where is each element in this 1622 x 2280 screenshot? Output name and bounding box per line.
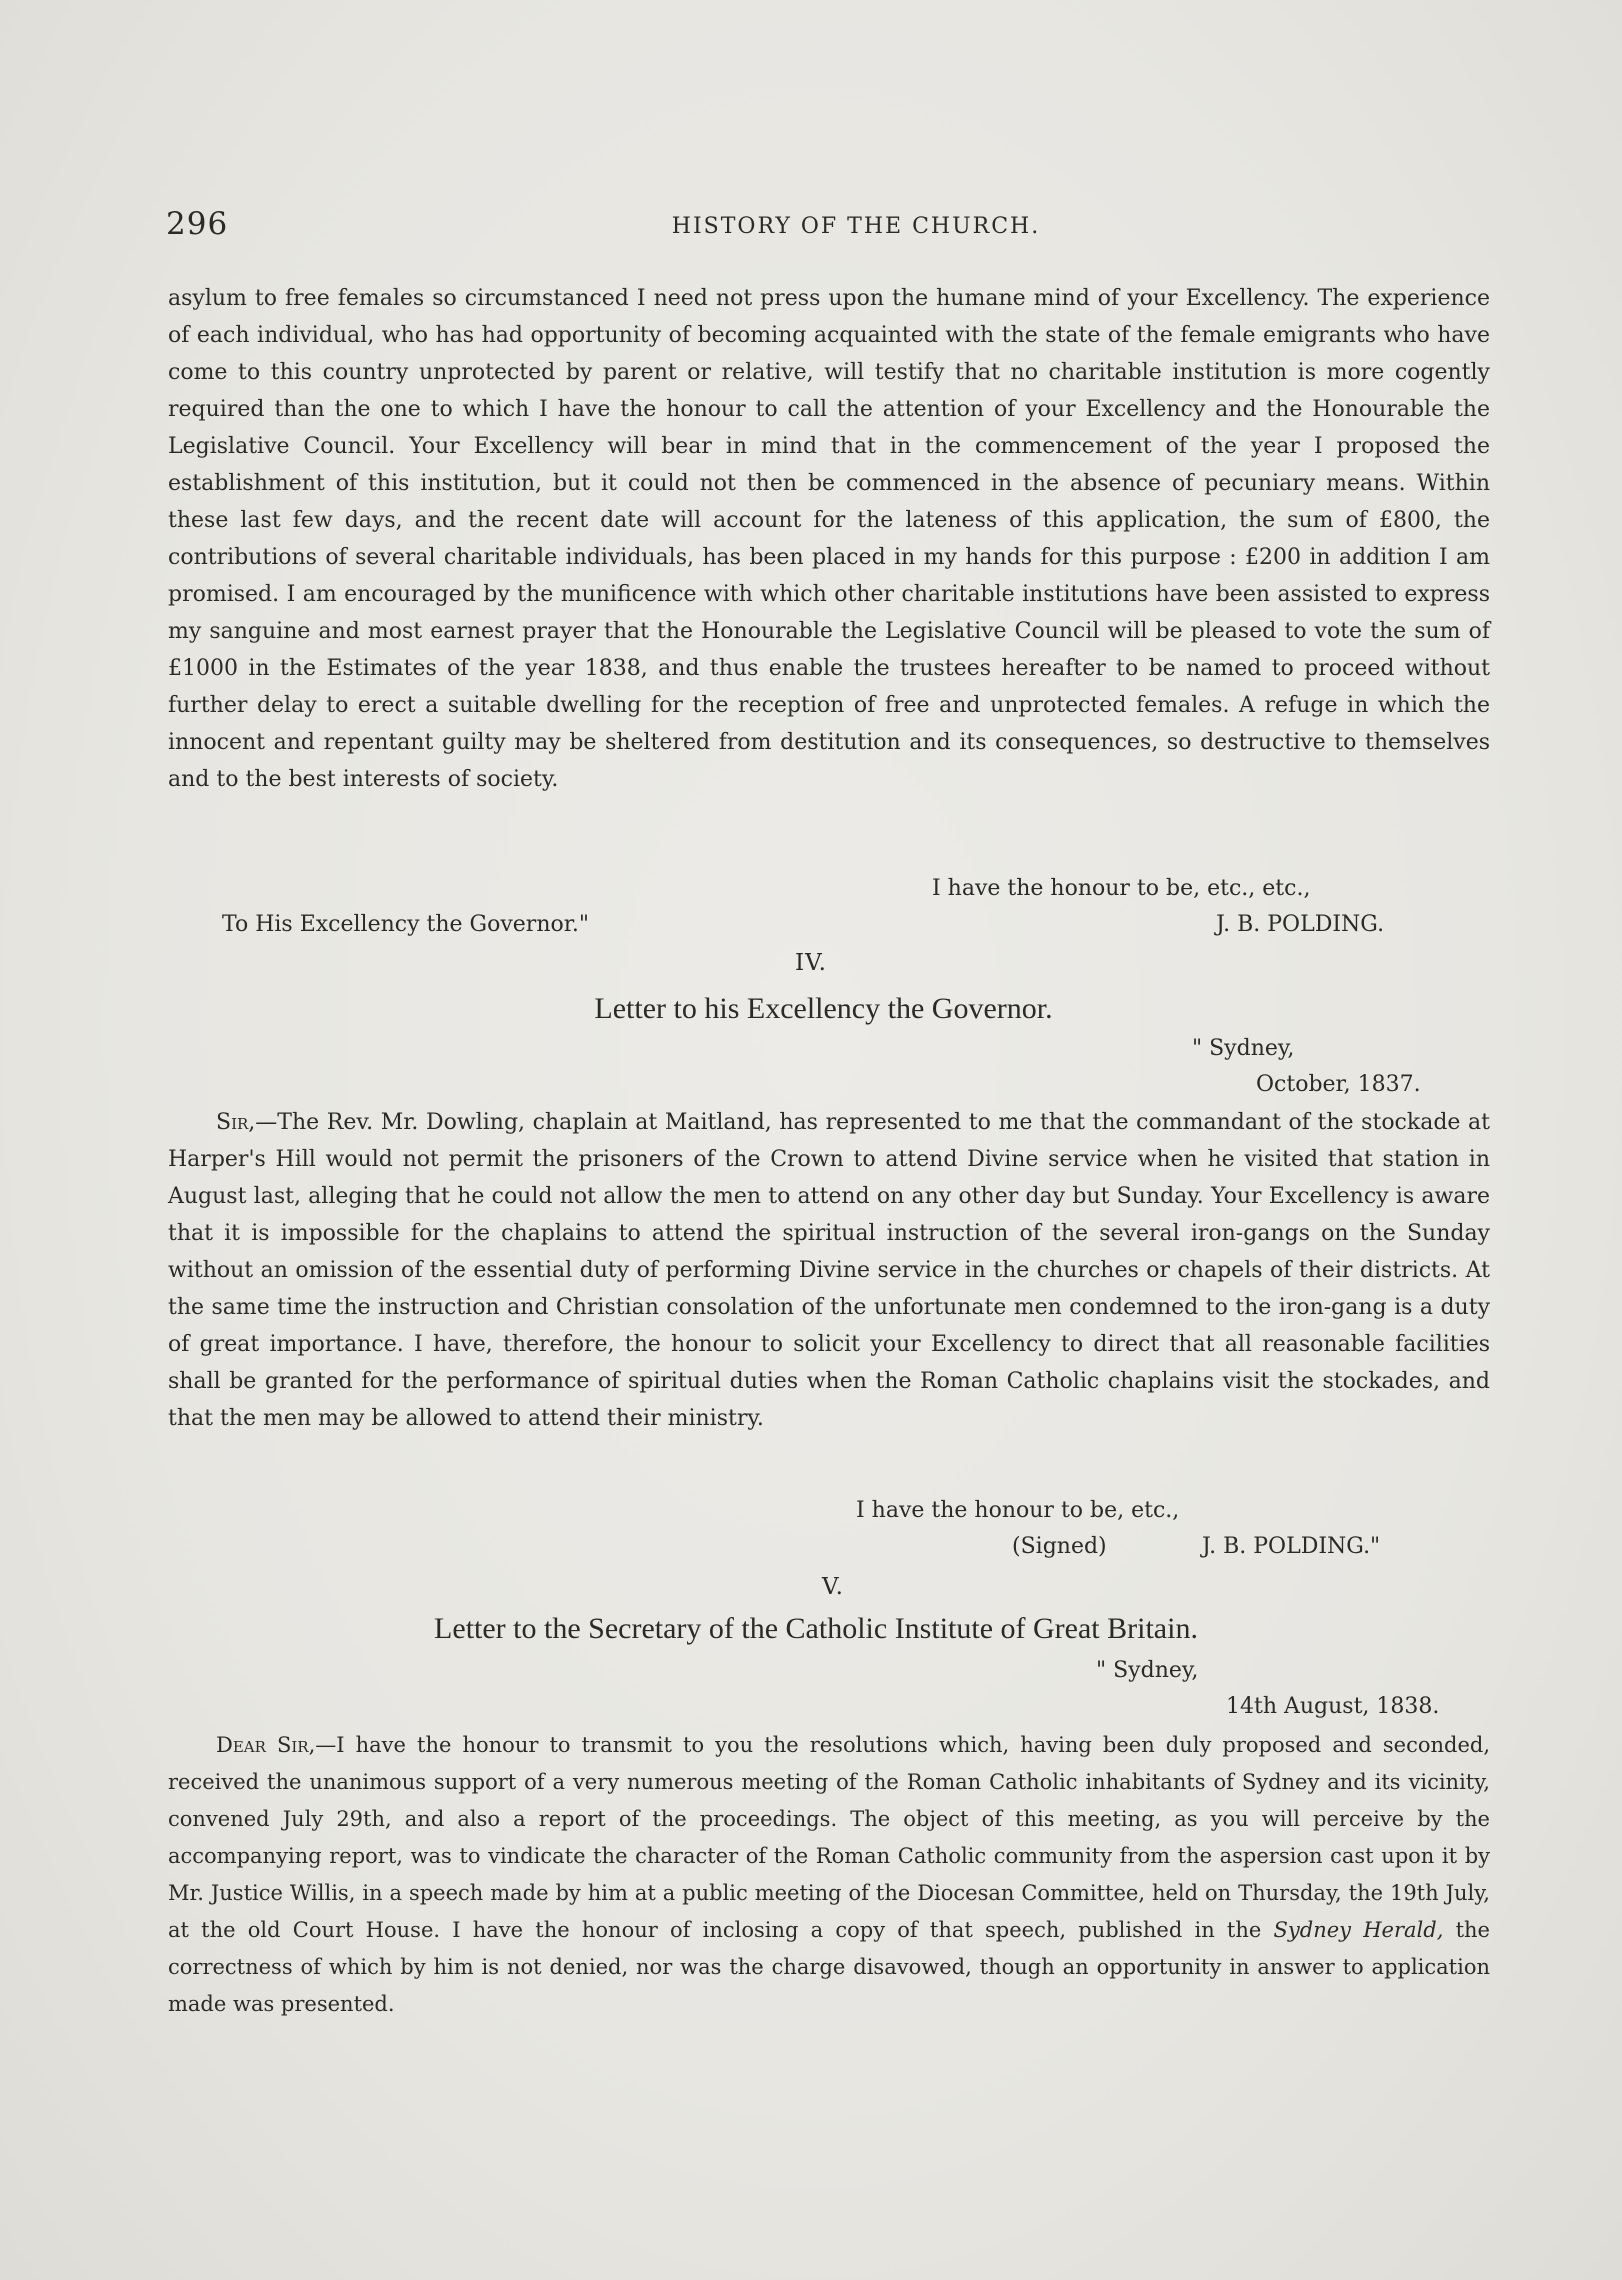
section-v-place: " Sydney, [1096, 1658, 1199, 1683]
section-iv-paragraph [168, 1104, 1490, 1437]
page-number: 296 [166, 206, 229, 242]
section-v-salutation: Dear Sir, [216, 1733, 316, 1757]
section-iv-place: " Sydney, [1192, 1036, 1295, 1061]
section-iv-closing: I have the honour to be, etc., [856, 1498, 1180, 1523]
section-iv-signature: J. B. POLDING." [1202, 1534, 1381, 1559]
section-iv-body-block [168, 1104, 1490, 1437]
section-v-body-block [168, 1727, 1490, 2023]
section-iii-addressee: To His Excellency the Governor." [222, 912, 589, 937]
section-v-numeral: V. [822, 1574, 844, 1600]
section-iv-date: October, 1837. [1256, 1072, 1421, 1097]
section-iii-closing: I have the honour to be, etc., etc., [932, 876, 1311, 901]
newspaper-title: Sydney Herald, [1273, 1918, 1444, 1942]
section-iv-numeral: IV. [795, 950, 827, 976]
section-v-title: Letter to the Secretary of the Catholic Institute of Great Britain. [434, 1612, 1198, 1645]
section-iii-body: asylum to free females so circumstanced I need not press upon the humane mind of your Excellency. The experience of each individual, who has had opportunity of becoming acquainted with the state of the female emigrants who have come to this country unprotected by parent or relative, will testify that no charitable institution is more cogently required than the one to which I have the honour to call the attention of your Excellency and the Honourable the Legislative Council. Your Excellency will bear in mind that in the commencement of the year I proposed the establishment of this institution, but it could not then be commenced in the absence of pecuniary means. Within these last few days, and the recent date will account for the lateness of this application, the sum of £800, the contributions of several charitable individuals, has been placed in my hands for this purpose : £200 in addition I am promised. I am encouraged by the munificence with which other charitable institutions have been assisted to express my sanguine and most earnest prayer that the Honourable the Legislative Council will be pleased to vote the sum of £1000 in the Estimates of the year 1838, and thus enable the trustees hereafter to be named to proceed without further delay to erect a suitable dwelling for the reception of free and unprotected females. A refuge in which the innocent and repentant guilty may be sheltered from destitution and its consequences, so destructive to themselves and to the best interests of society. [168, 286, 1490, 792]
section-iv-title: Letter to his Excellency the Governor. [594, 992, 1053, 1025]
section-iv-signed-label: (Signed) [1012, 1534, 1107, 1559]
section-v-body-1: —I have the honour to transmit to you the resolutions which, having been duly proposed and seconded, received the unanimous support of a very numerous meeting of the Roman Catholic inhabitants of Sydney and its vicinity, convened July 29th, and also a report of the proceedings. The object of this meeting, as you will perceive by the accompanying report, was to vindicate the character of the Roman Catholic community from the aspersion cast upon it by Mr. Justice Willis, in a speech made by him at a public meeting of the Diocesan Committee, held on Thursday, the 19th July, at the old Court House. I have the honour of inclosing a copy of that speech, published in the [168, 1733, 1490, 1942]
section-v-text [168, 1727, 1490, 2023]
section-v-paragraph [168, 1727, 1490, 2023]
section-iv-text [168, 1104, 1490, 1437]
running-title: HISTORY OF THE CHURCH. [671, 214, 1041, 239]
section-iii-signature: J. B. POLDING. [1216, 912, 1385, 937]
section-iv-salutation: Sir, [216, 1110, 256, 1135]
section-iii-body-block [168, 280, 1490, 798]
section-iv-body: —The Rev. Mr. Dowling, chaplain at Maitland, has represented to me that the commandant of the stockade at Harper's Hill would not permit the prisoners of the Crown to attend Divine service when he visited that station in August last, alleging that he could not allow the men to attend on any other day but Sunday. Your Excellency is aware that it is impossible for the chaplains to attend the spiritual instruction of the several iron-gangs on the Sunday without an omission of the essential duty of performing Divine service in the churches or chapels of their districts. At the same time the instruction and Christian consolation of the unfortunate men condemned to the iron-gang is a duty of great importance. I have, therefore, the honour to solicit your Excellency to direct that all reasonable facilities shall be granted for the performance of spiritual duties when the Roman Catholic chaplains visit the stockades, and that the men may be allowed to attend their ministry. [168, 1110, 1490, 1431]
section-v-date: 14th August, 1838. [1226, 1694, 1440, 1719]
section-v-body-2: the correctness of which by him is not denied, nor was the charge disavowed, though an opportunity in answer to application made was presented. [168, 1918, 1490, 2016]
